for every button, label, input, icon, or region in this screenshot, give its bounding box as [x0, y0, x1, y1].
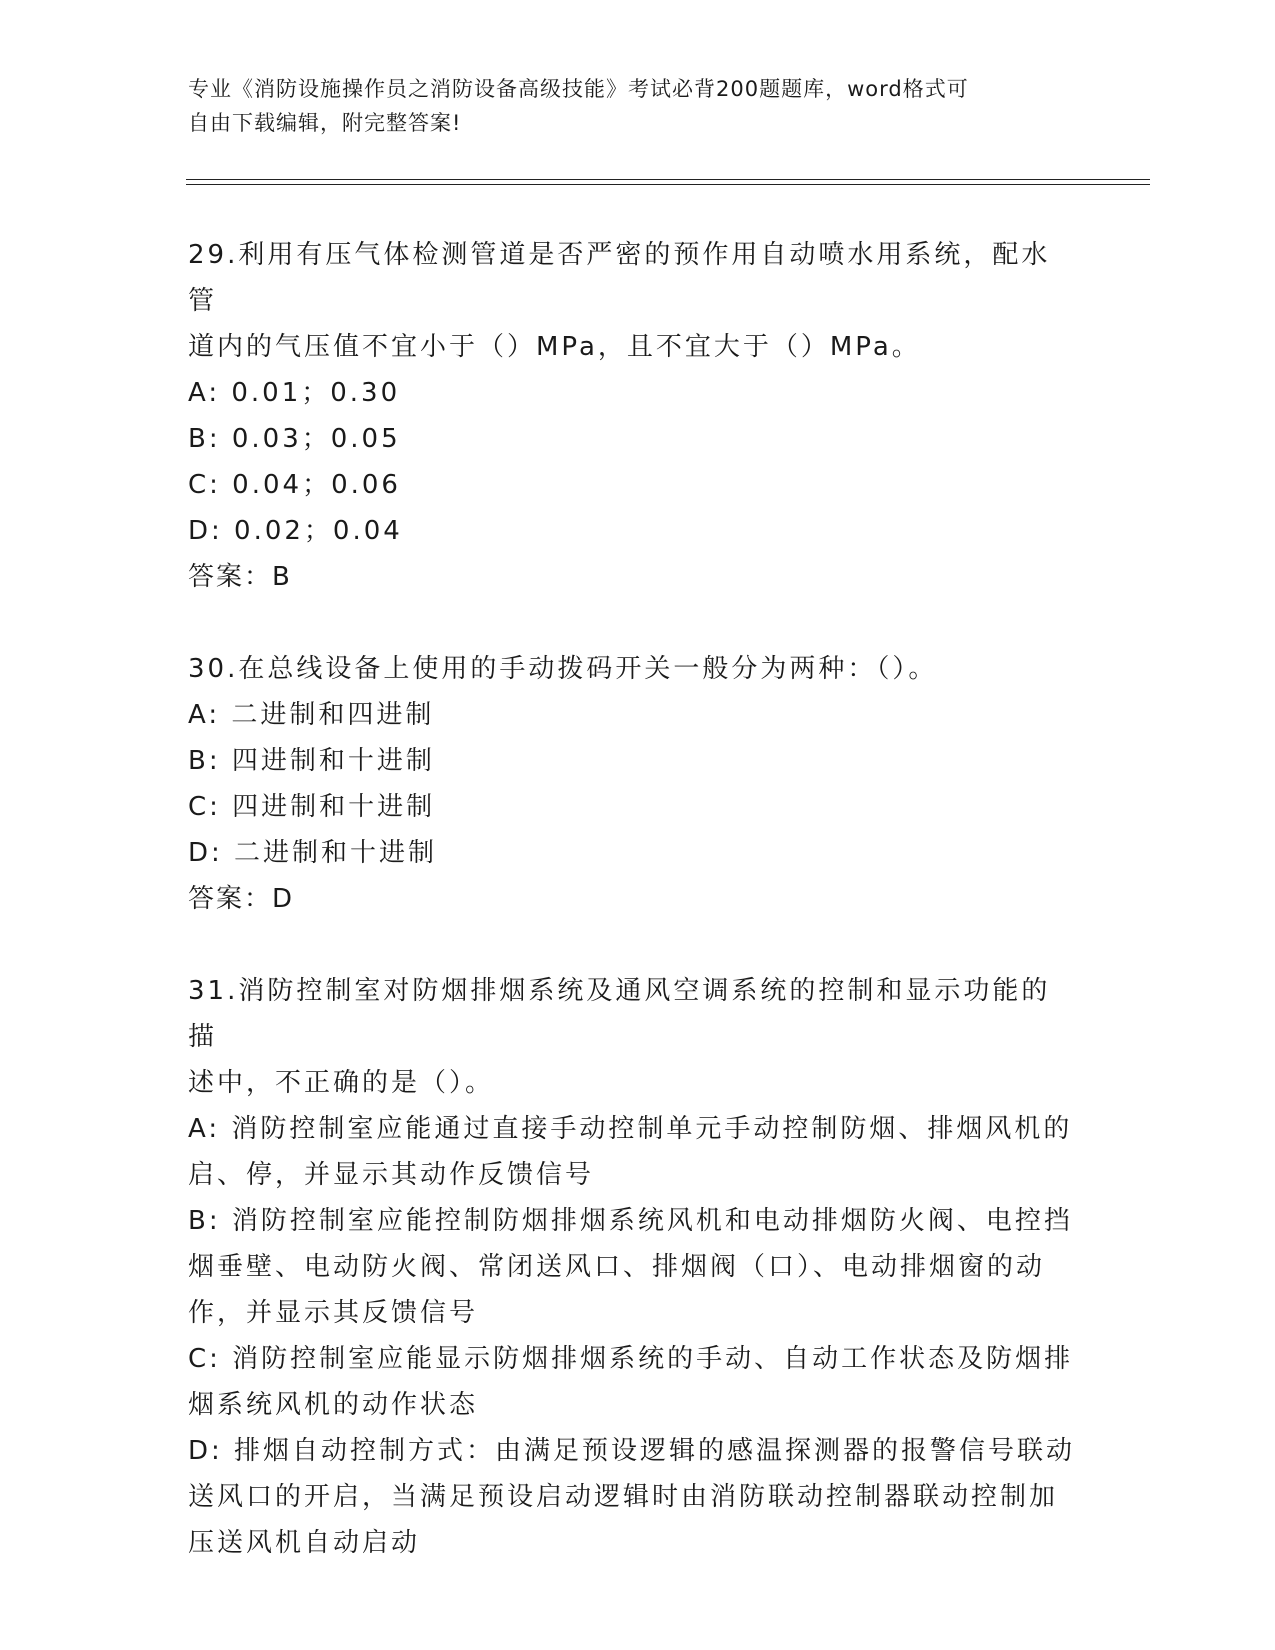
- question-stem-line: 述中，不正确的是（）。: [188, 1068, 495, 1098]
- question-30: [188, 646, 1078, 922]
- option-text-line: 作，并显示其反馈信号: [188, 1298, 479, 1328]
- option-c: C: 0.04；0.06: [188, 470, 401, 500]
- question-stem-line: 道内的气压值不宜小于（）MPa，且不宜大于（）MPa。: [188, 332, 921, 362]
- option-a: [188, 1106, 1078, 1198]
- header-divider-bottom: [186, 184, 1150, 185]
- document-header: [188, 72, 1068, 140]
- option-text-line: C: 消防控制室应能显示防烟排烟系统的手动、自动工作状态及防烟排: [188, 1344, 1074, 1374]
- option-text-line: 烟垂壁、电动防火阀、常闭送风口、排烟阀（口）、电动排烟窗的动: [188, 1252, 1046, 1282]
- question-31: [188, 968, 1078, 1566]
- header-title-line-2: 自由下载编辑，附完整答案!: [188, 111, 462, 135]
- option-text-line: A: 消防控制室应能通过直接手动控制单元手动控制防烟、排烟风机的: [188, 1114, 1073, 1144]
- question-stem-line: 30.在总线设备上使用的手动拨码开关一般分为两种：（）。: [188, 654, 938, 684]
- answer-label: 答案：D: [188, 884, 295, 914]
- option-d: D: 0.02；0.04: [188, 516, 403, 546]
- option-b: [188, 1198, 1078, 1336]
- question-list: [188, 232, 1078, 1566]
- option-text-line: B: 消防控制室应能控制防烟排烟系统风机和电动排烟防火阀、电控挡: [188, 1206, 1073, 1236]
- header-title-line-1: 专业《消防设施操作员之消防设备高级技能》考试必背200题题库，word格式可: [188, 77, 969, 101]
- question-stem-line: 31.消防控制室对防烟排烟系统及通风空调系统的控制和显示功能的描: [188, 976, 1051, 1052]
- question-spacer: [188, 600, 1078, 646]
- question-spacer: [188, 922, 1078, 968]
- option-text-line: 送风口的开启，当满足预设启动逻辑时由消防联动控制器联动控制加: [188, 1482, 1059, 1512]
- option-b: B: 四进制和十进制: [188, 746, 435, 776]
- option-c: [188, 1336, 1078, 1428]
- option-d: [188, 1428, 1078, 1566]
- option-text-line: 烟系统风机的动作状态: [188, 1390, 479, 1420]
- header-divider-top: [186, 179, 1150, 180]
- option-c: C: 四进制和十进制: [188, 792, 436, 822]
- question-stem-line: 29.利用有压气体检测管道是否严密的预作用自动喷水用系统，配水管: [188, 240, 1051, 316]
- option-d: D: 二进制和十进制: [188, 838, 438, 868]
- answer-label: 答案：B: [188, 562, 292, 592]
- option-a: A: 0.01；0.30: [188, 378, 401, 408]
- option-a: A: 二进制和四进制: [188, 700, 435, 730]
- option-text-line: 启、停，并显示其动作反馈信号: [188, 1160, 595, 1190]
- option-text-line: 压送风机自动启动: [188, 1528, 421, 1558]
- option-text-line: D: 排烟自动控制方式：由满足预设逻辑的感温探测器的报警信号联动: [188, 1436, 1076, 1466]
- option-b: B: 0.03；0.05: [188, 424, 401, 454]
- question-29: [188, 232, 1078, 600]
